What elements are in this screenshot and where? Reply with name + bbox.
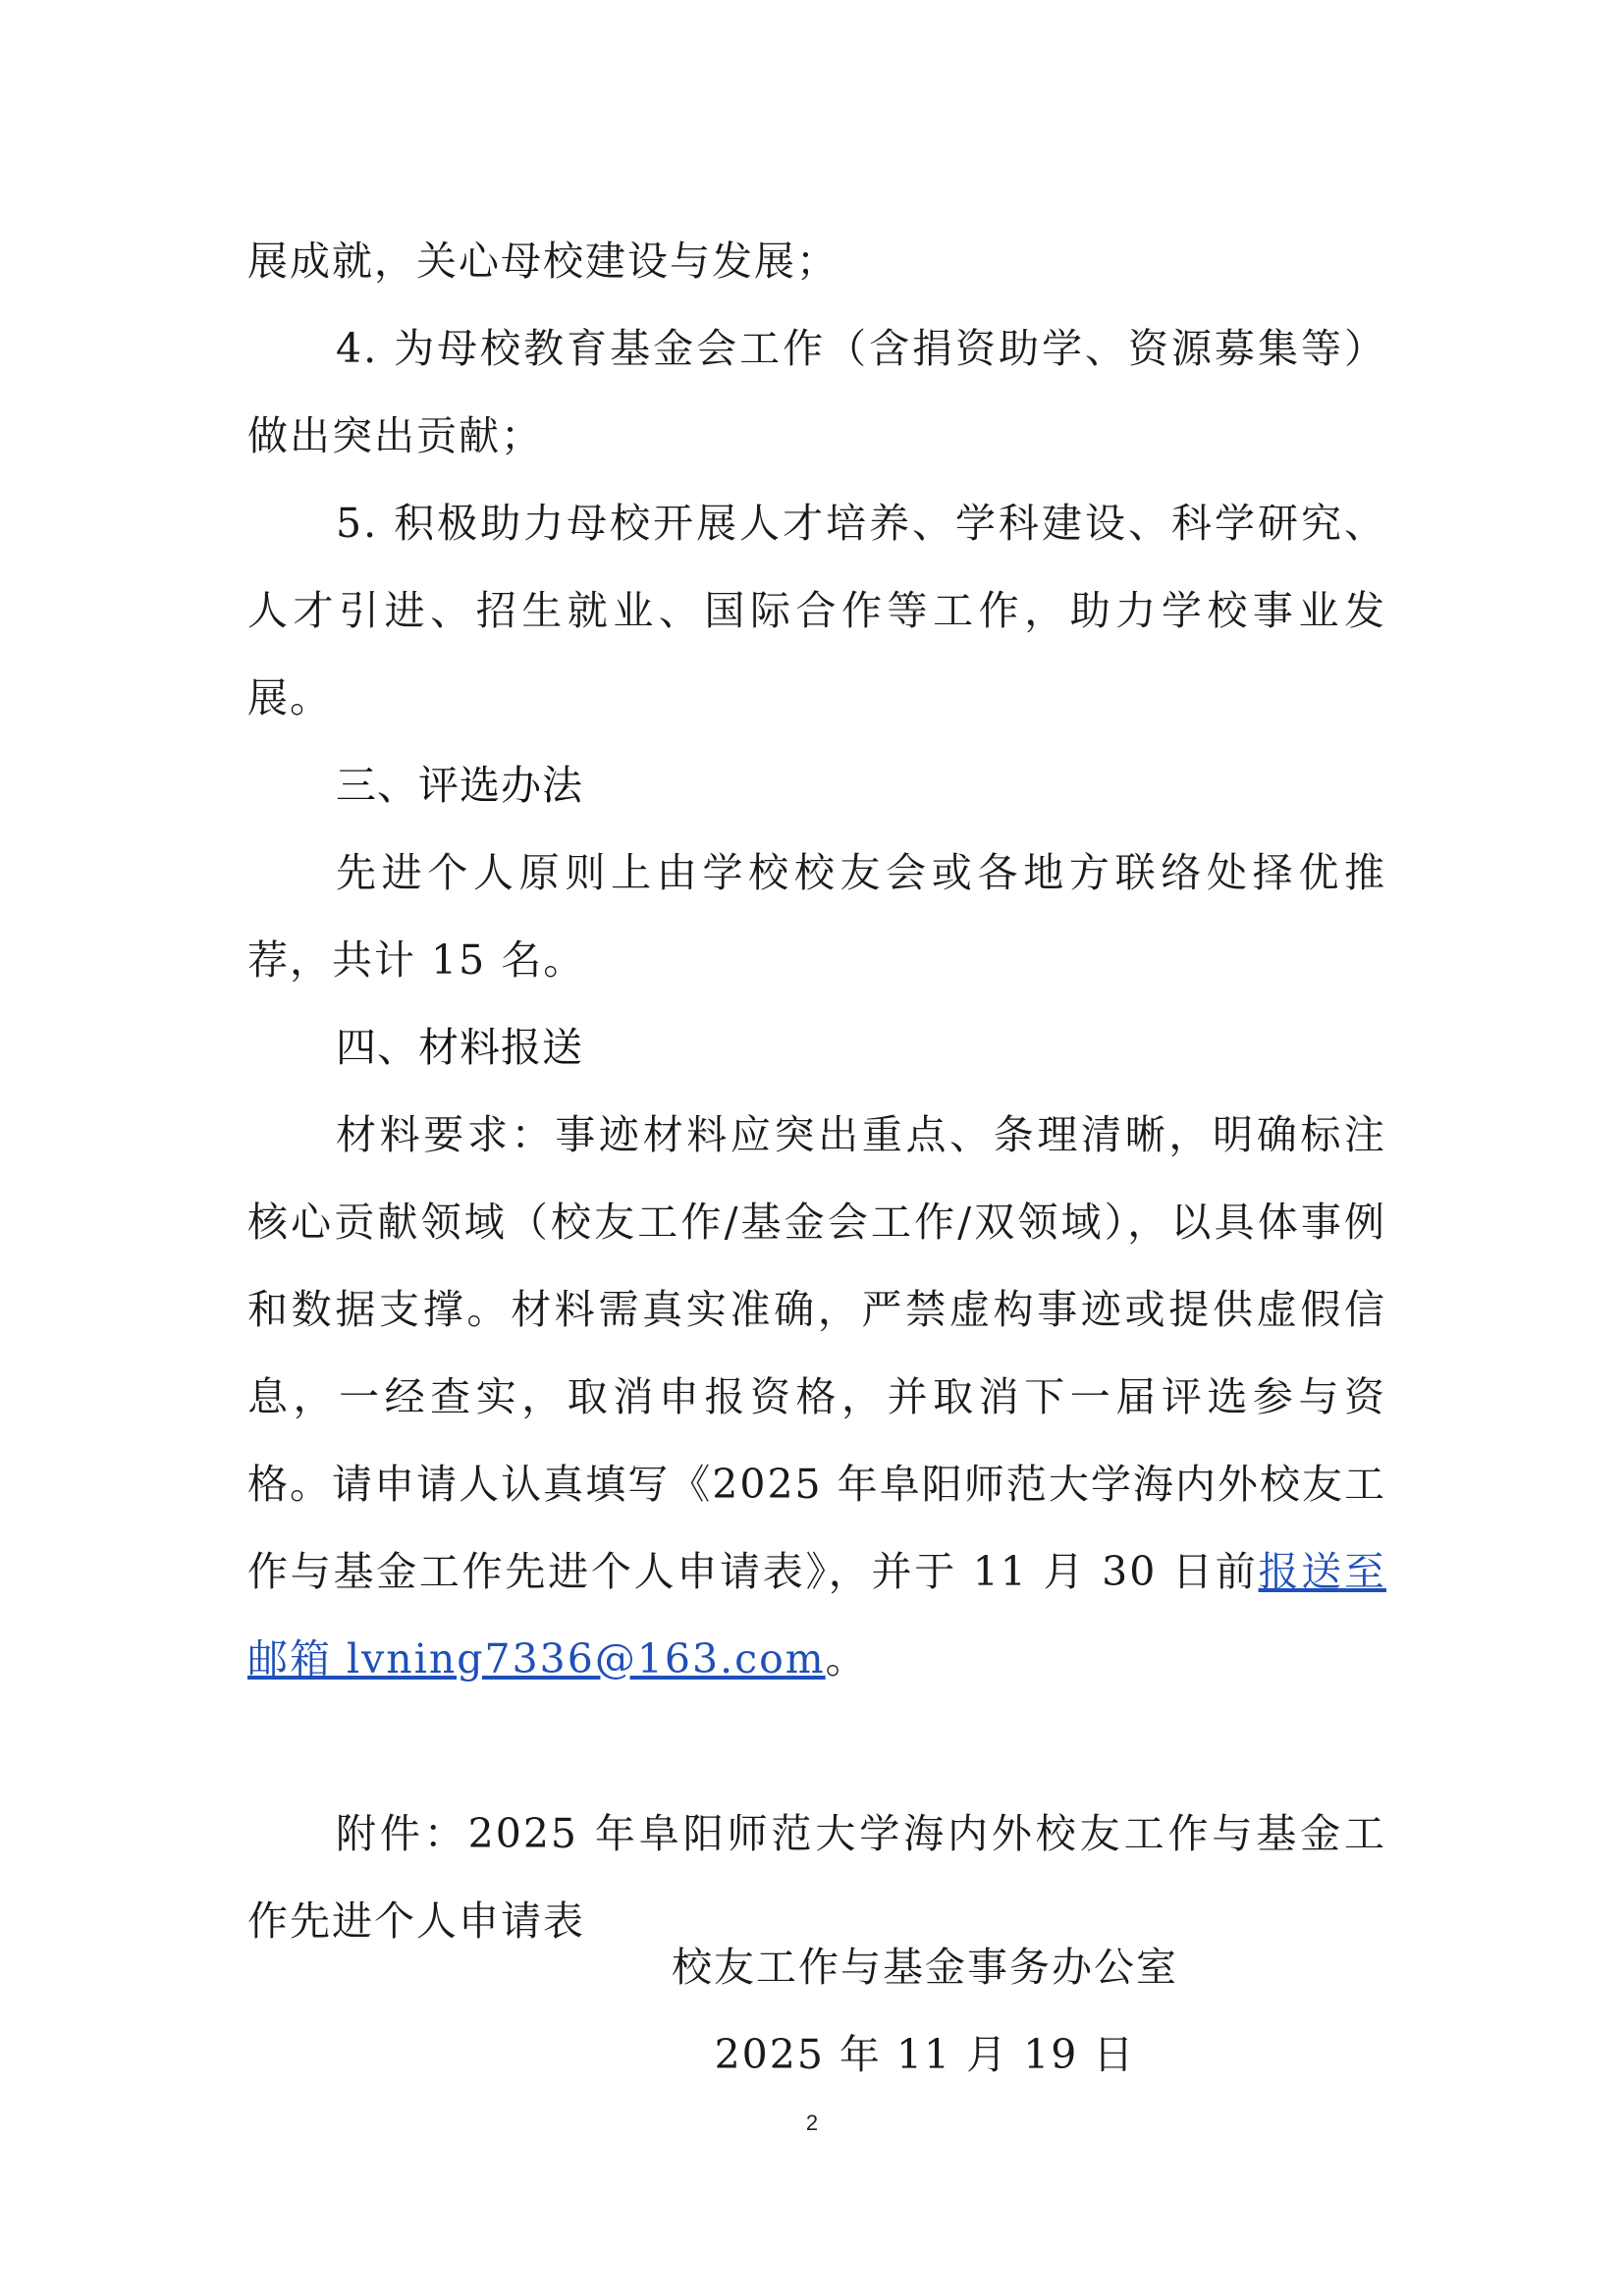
- criterion-5: 5. 积极助力母校开展人才培养、学科建设、科学研究、人才引进、招生就业、国际合作等工作，助力学校事业发展。: [247, 500, 1386, 721]
- materials-text: 材料要求：事迹材料应突出重点、条理清晰，明确标注核心贡献领域（校友工作/基金会工作/双领域），以具体事例和数据支撑。材料需真实准确，严禁虚构事迹或提供虚假信息，一经查实，取消申报资格，并取消下一届评选参与资格。请申请人认真填写《2025 年阜阳师范大学海内外校友工作与基金工作先进个人申请表》，并于 11 月 30 日前: [247, 1111, 1386, 1595]
- signature-block: [0, 1924, 1624, 2099]
- attachment-note: 附件：2025 年阜阳师范大学海内外校友工作与基金工作先进个人申请表: [247, 1810, 1386, 1945]
- materials-requirements: [247, 1092, 1386, 1703]
- selection-method-text: 先进个人原则上由学校校友会或各地方联络处择优推荐，共计 15 名。: [247, 849, 1386, 984]
- paragraph-continuation: 展成就，关心母校建设与发展；: [247, 238, 839, 285]
- materials-text-end: 。: [825, 1635, 868, 1682]
- document-body: [247, 218, 1386, 1965]
- blank-line: [247, 1703, 1386, 1790]
- section-heading-materials: 四、材料报送: [336, 1024, 583, 1071]
- signature-date: 2025 年 11 月 19 日: [714, 2031, 1136, 2078]
- page-number: 2: [805, 2110, 819, 2135]
- signature-organization: 校友工作与基金事务办公室: [672, 1944, 1178, 1991]
- criterion-4: 4. 为母校教育基金会工作（含捐资助学、资源募集等）做出突出贡献；: [247, 325, 1386, 459]
- submission-email-link[interactable]: 报送至邮箱 lvning7336@163.com: [247, 1548, 1386, 1682]
- section-heading-selection-method: 三、评选办法: [336, 762, 583, 809]
